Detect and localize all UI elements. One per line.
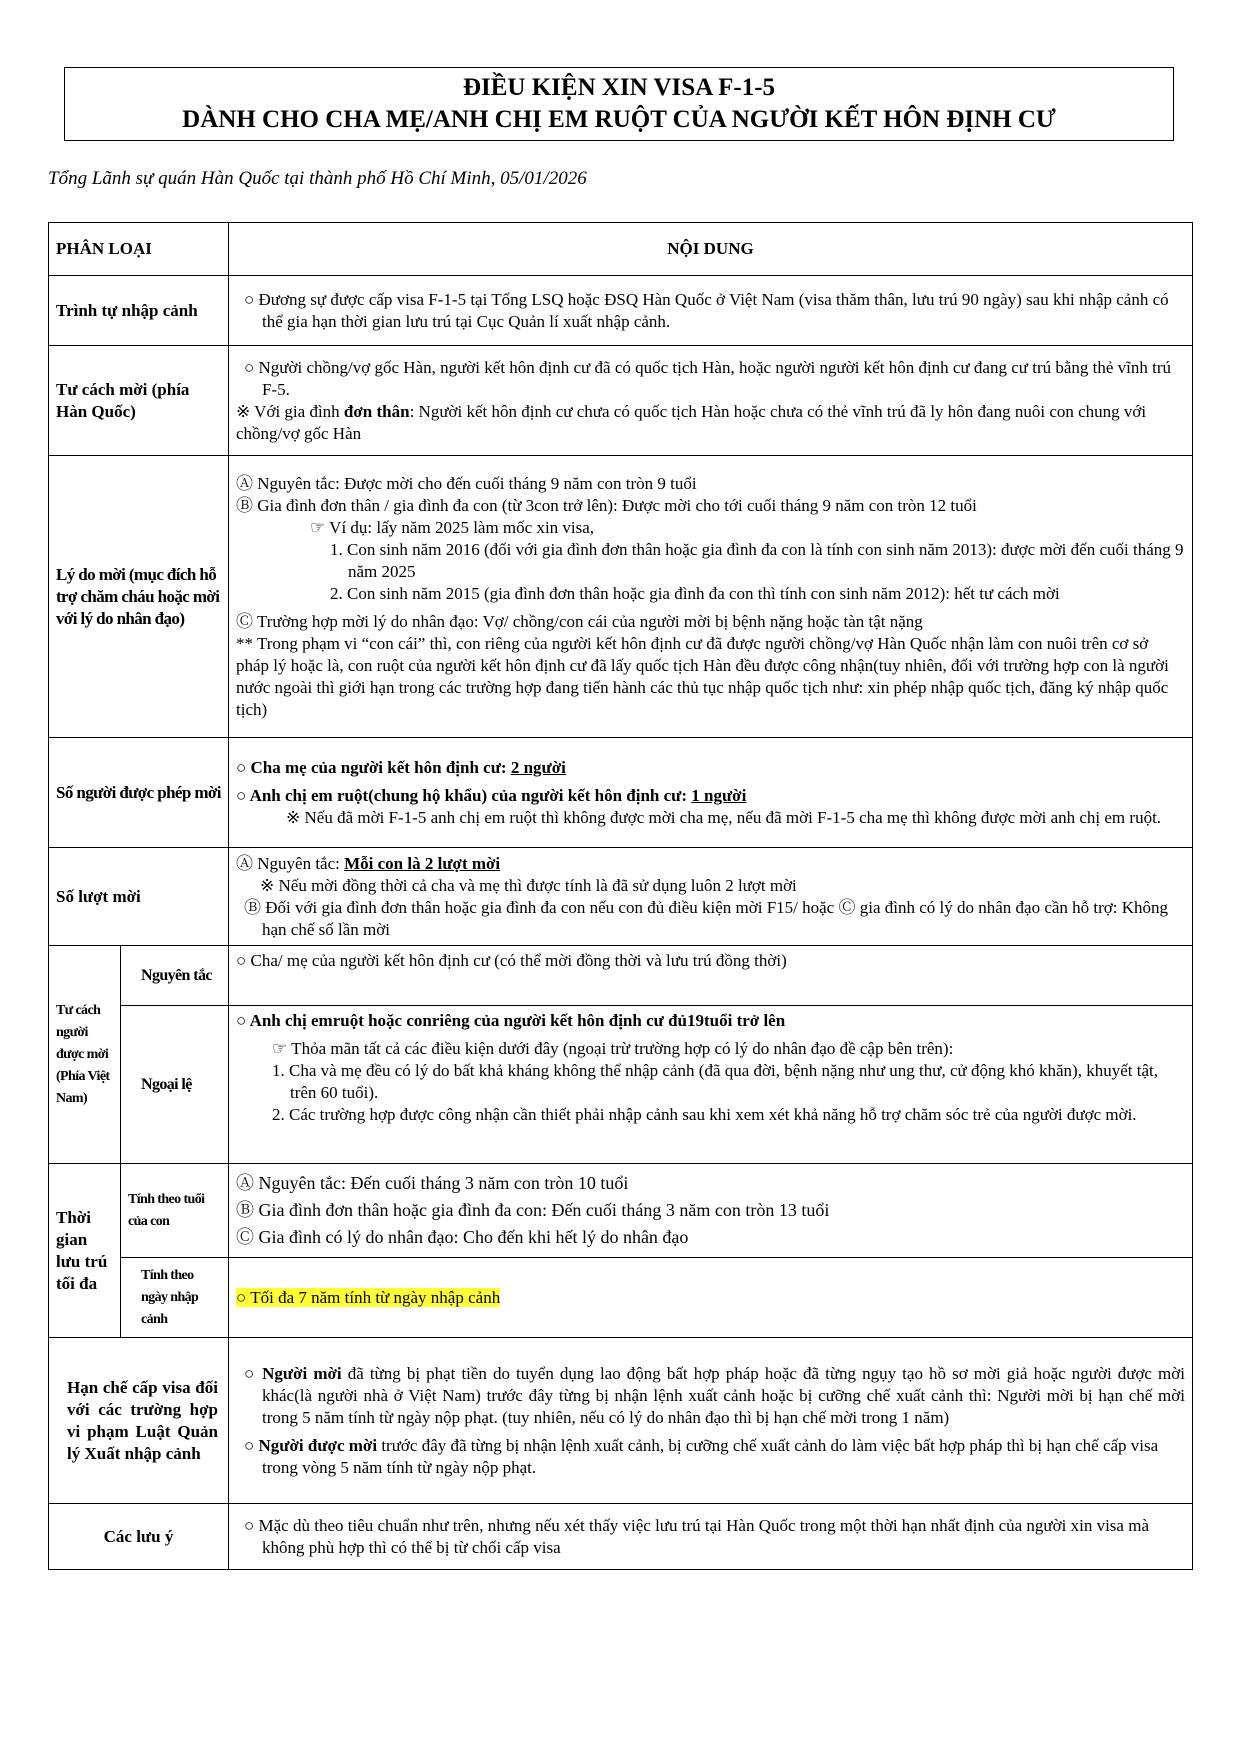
content-line: ** Trong phạm vi “con cái” thì, con riêng của người kết hôn định cư đã được người chồng/vợ Hàn Quốc nhận làm con nuôi trên cơ sở pháp lý hoặc là, con ruột của người kết hôn định cư đã lấy quốc tịch Hàn đều được công nhận(tuy nhiên, đối với trường hợp con là người nước ngoài thì giới hạn trong các trường hợp đang tiến hành các thủ tục nhập quốc tịch như: xin phép nhập quốc tịch, đăng ký nhập quốc tịch) [236,633,1169,719]
content-line: ○ Cha/ mẹ của người kết hôn định cư (có thể mời đồng thời và lưu trú đồng thời) [236,951,787,970]
sub-label: Ngoại lệ [121,1006,229,1164]
table-row-invitee-count [49,738,1193,848]
content-line: Ⓑ Gia đình đơn thân hoặc gia đình đa con: Đến cuối tháng 3 năm con tròn 13 tuổi [236,1200,830,1220]
row-label: Số người được phép mời [49,738,229,848]
table-header-row [49,223,1193,276]
row-content [229,946,1193,1006]
row-label: Các lưu ý [49,1504,229,1570]
content-line: ○ Anh chị emruột hoặc conriêng của người kết hôn định cư đủ19tuổi trở lên [236,1011,786,1030]
conditions-table [48,222,1193,1570]
content-line: 1. Con sinh năm 2016 (đối với gia đình đơn thân hoặc gia đình đa con là tính con sinh năm 2013): được mời đến cuối tháng 9 năm 2025 [330,539,1184,581]
text-part-underline: 1 người [691,785,747,805]
content-line [236,401,1185,445]
text-part-underline: 2 người [510,757,566,777]
row-content [229,1006,1193,1164]
text-part: ○ Cha mẹ của người kết hôn định cư: [236,757,511,777]
text-part: trước đây đã từng bị nhận lệnh xuất cảnh, bị cưỡng chế xuất cảnh do làm việc bất hợp pháp thì bị hạn chế cấp visa trong vòng 5 năm tính từ ngày nộp phạt. [262,1435,1159,1477]
header-content: NỘI DUNG [229,223,1193,276]
row-label: Thời gian lưu trú tối đa [49,1164,121,1338]
table-row-notes [49,1504,1193,1570]
row-content [229,346,1193,456]
table-row-inviter-status [49,346,1193,456]
sub-label: Tính theo ngày nhập cảnh [121,1258,229,1338]
text-part: : Người kết hôn định cư chưa có quốc tịch Hàn hoặc chưa có thẻ vĩnh trú đã ly hôn đang nuôi con chung với chồng/vợ gốc Hàn [236,401,1147,443]
row-label: Số lượt mời [49,848,229,946]
row-content [229,1164,1193,1258]
header-category: PHÂN LOẠI [49,223,229,276]
text-part-bold: Người được mời [258,1435,378,1455]
row-content [229,738,1193,848]
content-line: Ⓑ Gia đình đơn thân / gia đình đa con (từ 3con trở lên): Được mời cho tới cuối tháng 9 năm con tròn 12 tuổi [236,495,977,515]
document-subtitle: Tổng Lãnh sự quán Hàn Quốc tại thành phố Hồ Chí Minh, 05/01/2026 [48,168,587,189]
text-part: ○ Anh chị em ruột(chung hộ khẩu) của người kết hôn định cư: [236,785,692,805]
content-line: Ⓑ Đối với gia đình đơn thân hoặc gia đình đa con nếu con đủ điều kiện mời F15/ hoặc Ⓒ gia đình có lý do nhân đạo cần hỗ trợ: Không hạn chế số lần mời [244,897,1169,939]
text-part: ○ [244,1363,263,1383]
table-row-invitee-status-exception [49,1006,1193,1164]
content-line: Ⓐ Nguyên tắc: Đến cuối tháng 3 năm con tròn 10 tuổi [236,1173,629,1193]
text-part: ○ [244,1435,259,1455]
content-line: ○ Mặc dù theo tiêu chuẩn như trên, nhưng nếu xét thấy việc lưu trú tại Hàn Quốc trong một thời hạn nhất định của người xin visa mà không phù hợp thì có thể bị từ chối cấp visa [244,1515,1149,1557]
content-line [236,785,1185,807]
document-title [64,67,1174,141]
content-line [236,1435,1185,1479]
table-row-invitee-status-principle [49,946,1193,1006]
content-line: ○ Đương sự được cấp visa F-1-5 tại Tổng LSQ hoặc ĐSQ Hàn Quốc ở Việt Nam (visa thăm thân, lưu trú 90 ngày) sau khi nhập cảnh có thể gia hạn thời gian lưu trú tại Cục Quản lí xuất nhập cảnh. [244,289,1169,331]
text-part-bold: đơn thân [343,401,410,421]
text-part: đã từng bị phạt tiền do tuyển dụng lao động bất hợp pháp hoặc đã từng ngụy tạo hồ sơ mời giả hoặc người được mời khác(là người nhà ở Việt Nam) trước đây từng bị nhận lệnh xuất cảnh hoặc bị cưỡng chế xuất cảnh thì: Người mời bị hạn chế mời trong 5 năm tính từ ngày nộp phạt. (tuy nhiên, nếu có lý do nhân đạo thì bị hạn chế mời trong 1 năm) [262,1363,1185,1427]
content-line [236,853,1185,875]
text-part-underline: Mỗi con là 2 lượt mời [344,853,501,873]
row-content [229,456,1193,738]
table-row-visa-restriction [49,1338,1193,1504]
row-content [229,1338,1193,1504]
sub-label: Tính theo tuổi của con [121,1164,229,1258]
content-line: Ⓒ Gia đình có lý do nhân đạo: Cho đến khi hết lý do nhân đạo [236,1227,689,1247]
table-row-max-stay-by-age [49,1164,1193,1258]
content-line: Ⓐ Nguyên tắc: Được mời cho đến cuối tháng 9 năm con tròn 9 tuổi [236,473,697,493]
content-line [236,1363,1185,1429]
row-content [229,1504,1193,1570]
content-line: 2. Các trường hợp được công nhận cần thiết phải nhập cảnh sau khi xem xét khả năng hỗ trợ chăm sóc trẻ của người được mời. [272,1105,1137,1124]
content-line [236,757,1185,779]
text-part-bold: Người mời [262,1363,342,1383]
table-row-entry-procedure [49,276,1193,346]
row-content [229,1258,1193,1338]
content-line: ※ Nếu mời đồng thời cả cha và mẹ thì được tính là đã sử dụng luôn 2 lượt mời [260,875,797,895]
row-label: Tư cách người được mời (Phía Việt Nam) [49,946,121,1164]
highlighted-text: ○ Tối đa 7 năm tính từ ngày nhập cảnh [236,1287,501,1307]
content-line: ☞ Thỏa mãn tất cả các điều kiện dưới đây (ngoại trừ trường hợp có lý do nhân đạo đề cập bên trên): [272,1039,954,1058]
row-label: Hạn chế cấp visa đối với các trường hợp vi phạm Luật Quản lý Xuất nhập cảnh [49,1338,229,1504]
content-line: Ⓒ Trường hợp mời lý do nhân đạo: Vợ/ chồng/con cái của người mời bị bệnh nặng hoặc tàn tật nặng [236,611,923,631]
row-label: Trình tự nhập cảnh [49,276,229,346]
row-label: Lý do mời (mục đích hỗ trợ chăm cháu hoặc mời với lý do nhân đạo) [49,456,229,738]
table-row-invitation-turns [49,848,1193,946]
content-line: 1. Cha và mẹ đều có lý do bất khả kháng không thể nhập cảnh (đã qua đời, bệnh nặng như ung thư, cử động khó khăn), khuyết tật, trên 60 tuổi). [272,1061,1158,1102]
content-line [236,1287,1185,1309]
sub-label: Nguyên tắc [121,946,229,1006]
content-line: ※ Nếu đã mời F-1-5 anh chị em ruột thì không được mời cha mẹ, nếu đã mời F-1-5 cha mẹ thì không được mời anh chị em ruột. [286,807,1162,827]
row-content [229,848,1193,946]
title-line-2: DÀNH CHO CHA MẸ/ANH CHỊ EM RUỘT CỦA NGƯỜI KẾT HÔN ĐỊNH CƯ [182,106,1056,133]
title-line-1: ĐIỀU KIỆN XIN VISA F-1-5 [462,74,776,101]
text-part: Ⓐ Nguyên tắc: [236,853,345,873]
row-content [229,276,1193,346]
text-part: ※ Với gia đình [236,401,344,421]
content-line: ○ Người chồng/vợ gốc Hàn, người kết hôn định cư đã có quốc tịch Hàn, hoặc người người kết hôn định cư đang cư trú bằng thẻ vĩnh trú F-5. [244,357,1172,399]
content-line: 2. Con sinh năm 2015 (gia đình đơn thân hoặc gia đình đa con thì tính con sinh năm 2012): hết tư cách mời [330,583,1060,603]
content-line: ☞ Ví dụ: lấy năm 2025 làm mốc xin visa, [310,517,595,537]
table-row-invitation-reason [49,456,1193,738]
row-label: Tư cách mời (phía Hàn Quốc) [49,346,229,456]
table-row-max-stay-by-entry [49,1258,1193,1338]
